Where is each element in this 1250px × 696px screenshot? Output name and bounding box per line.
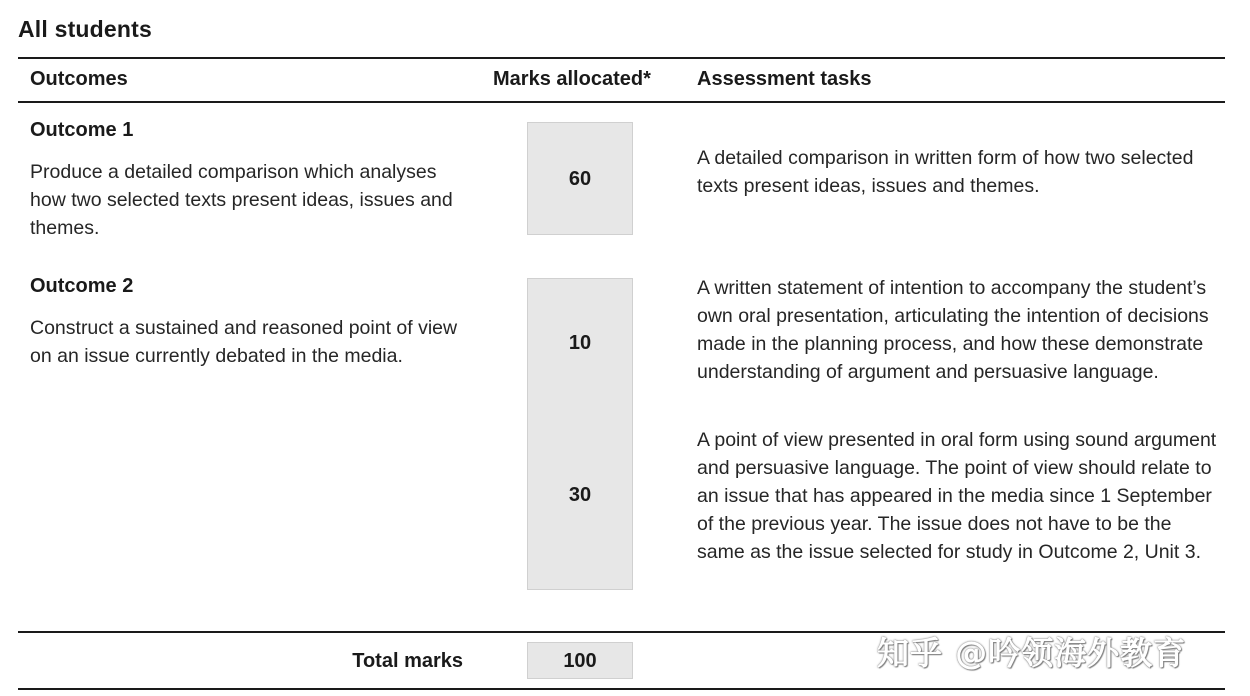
outcome-1-mark: 60 bbox=[568, 168, 592, 190]
header-marks-allocated: Marks allocated* bbox=[493, 68, 651, 90]
total-marks-value: 100 bbox=[563, 650, 597, 672]
header-outcomes: Outcomes bbox=[30, 68, 128, 90]
watermark-text: 知乎 @吟领海外教育 bbox=[877, 634, 1187, 672]
outcome-2-mark-box bbox=[527, 278, 633, 590]
outcome-1-title: Outcome 1 bbox=[30, 119, 134, 141]
outcome-2-description: Construct a sustained and reasoned point of view on an issue currently debated in the media. bbox=[30, 317, 458, 367]
table-bottom-rule bbox=[18, 688, 1225, 690]
outcome-2-mark-b: 30 bbox=[568, 484, 592, 506]
outcome-1-task: A detailed comparison in written form of how two selected texts present ideas, issues and themes. bbox=[697, 147, 1194, 197]
total-marks-label: Total marks bbox=[352, 650, 463, 672]
outcome-2-title: Outcome 2 bbox=[30, 275, 134, 297]
header-bottom-rule bbox=[18, 101, 1225, 103]
outcome-2-task-b: A point of view presented in oral form using sound argument and persuasive language. The point of view should relate to an issue that has appeared in the media since 1 September of the previous year. The issue does not have to be the same as the issue selected for study in Outcome 2, Unit 3. bbox=[697, 429, 1217, 563]
outcome-2-mark-a: 10 bbox=[568, 332, 592, 354]
outcome-2-task-a: A written statement of intention to accompany the student’s own oral presentation, articulating the intention of decisions made in the planning process, and how these demonstrate understanding of argument and persuasive language. bbox=[697, 277, 1209, 383]
table-top-rule bbox=[18, 57, 1225, 59]
header-assessment-tasks: Assessment tasks bbox=[697, 68, 872, 90]
outcome-1-description: Produce a detailed comparison which analyses how two selected texts present ideas, issues and themes. bbox=[30, 161, 453, 239]
section-title: All students bbox=[18, 16, 153, 42]
